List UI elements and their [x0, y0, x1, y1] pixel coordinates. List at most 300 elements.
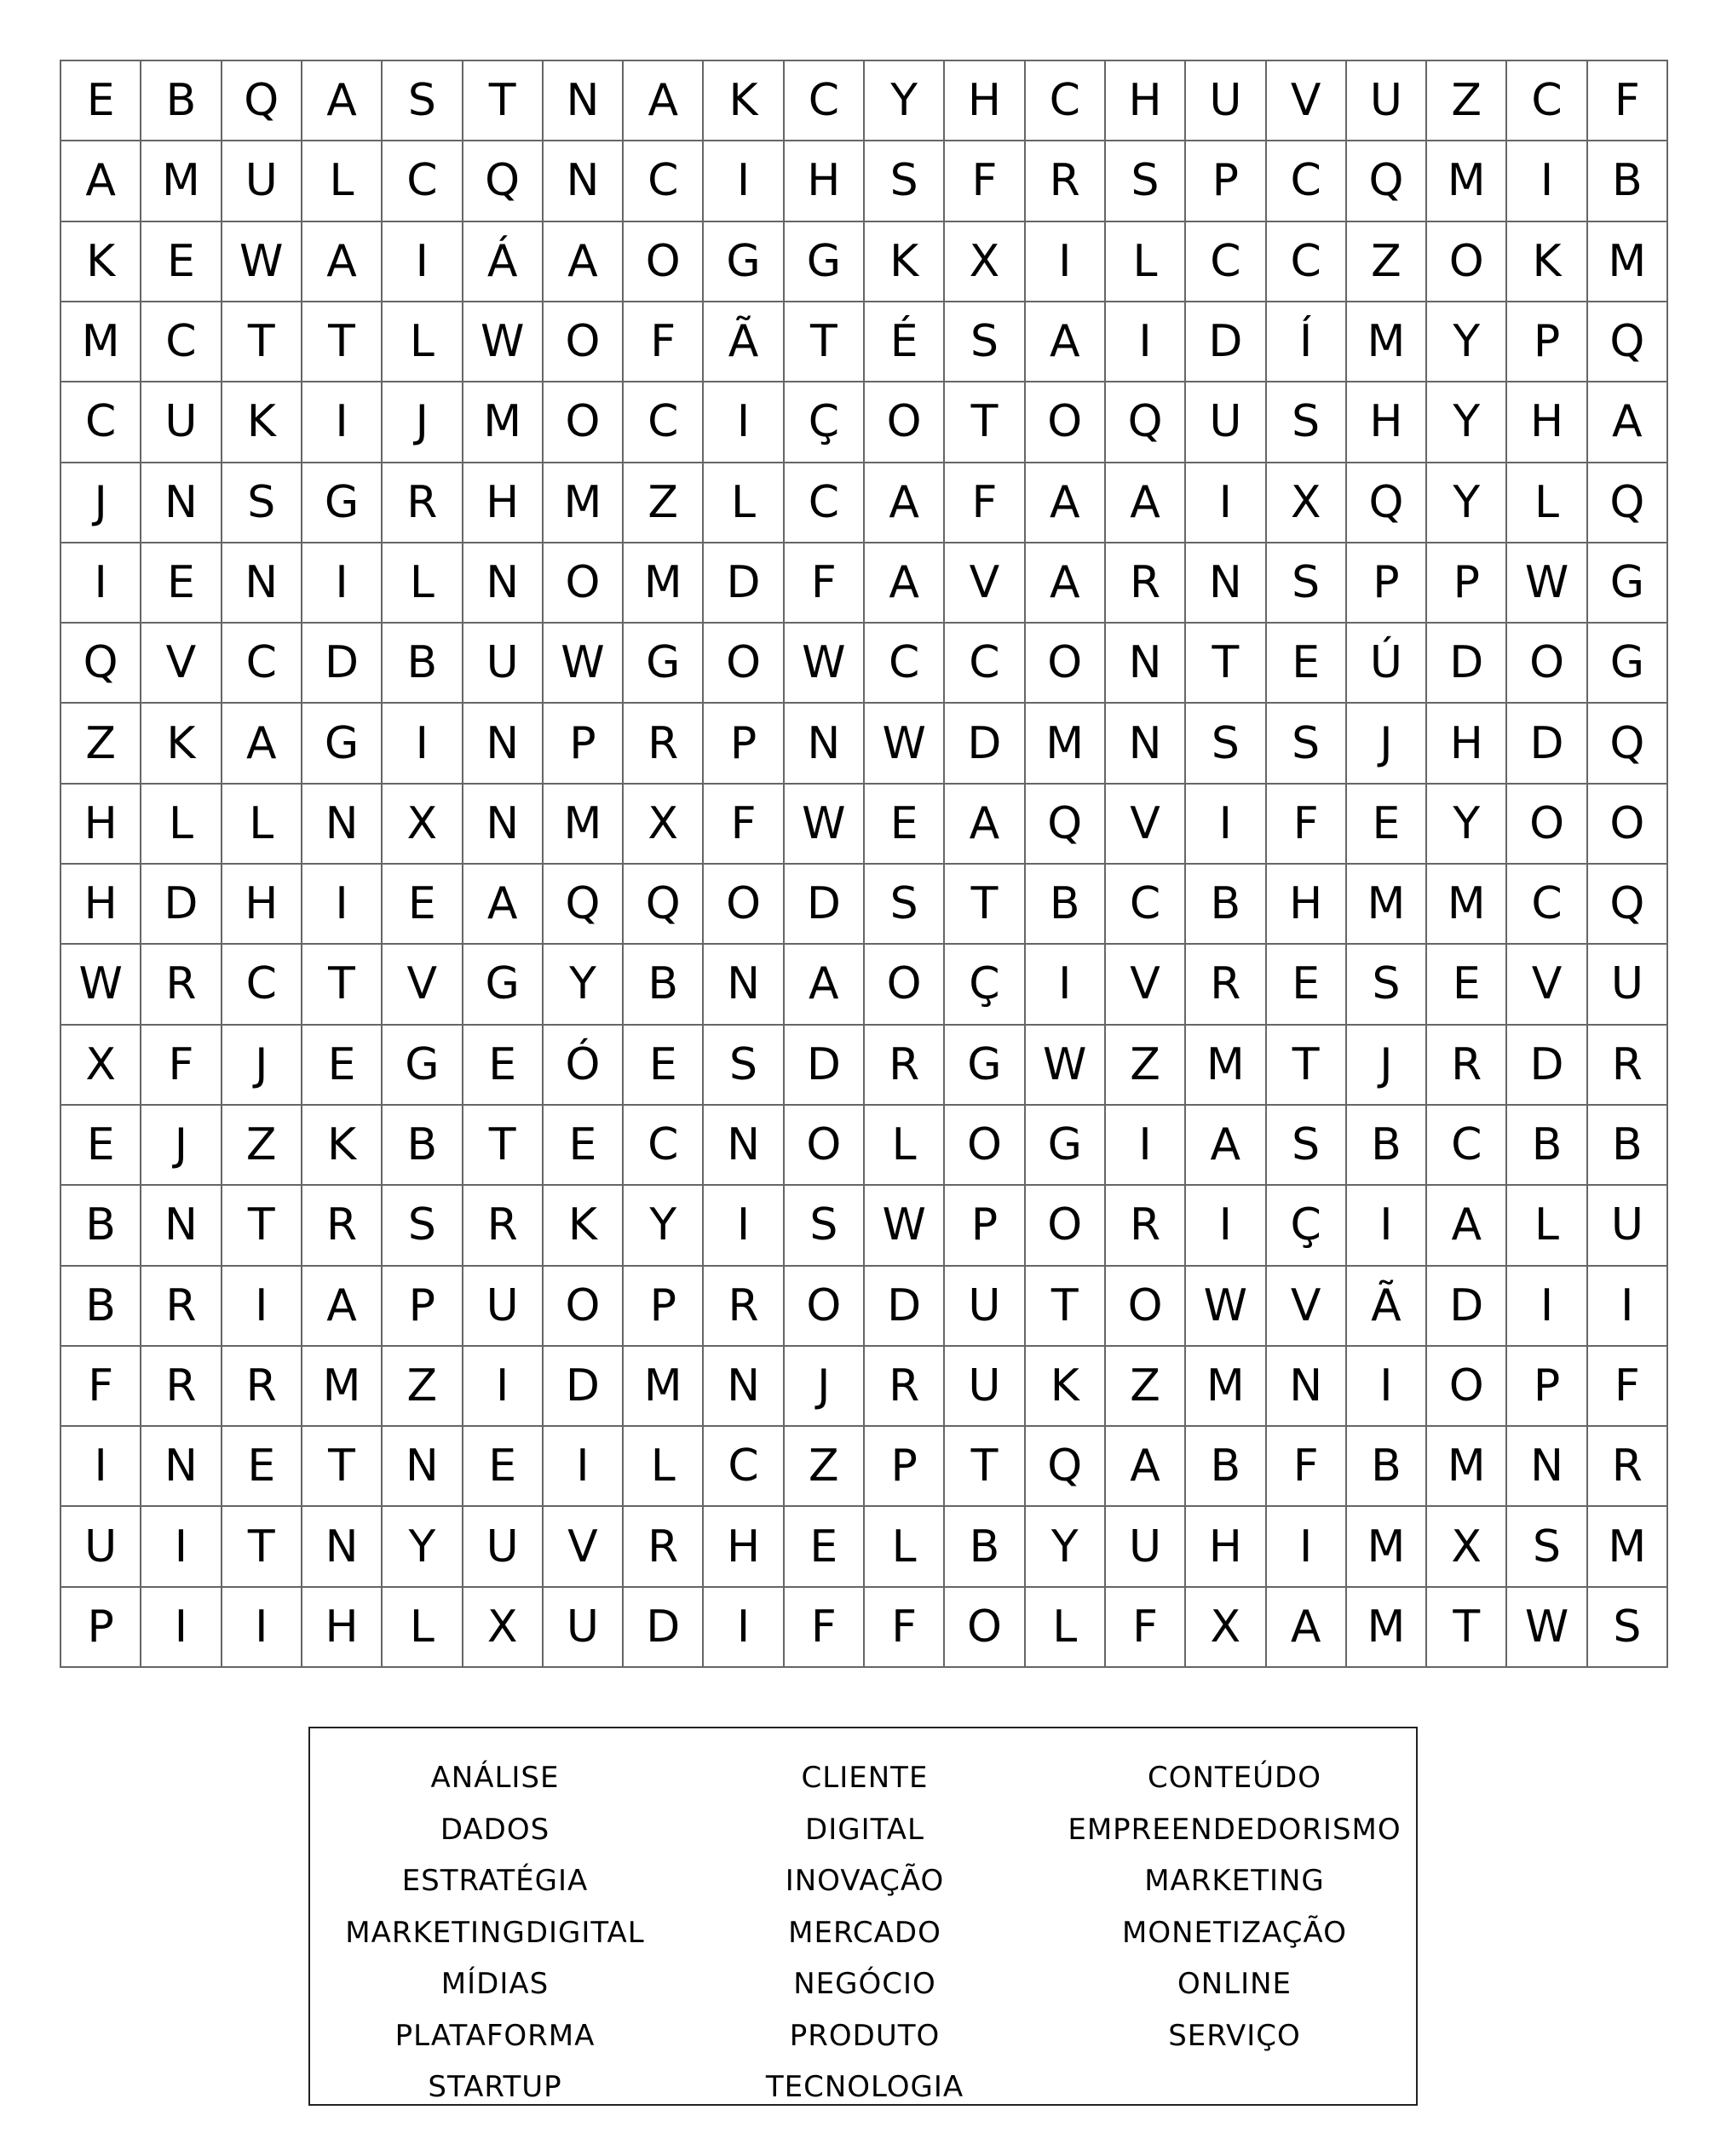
grid-cell[interactable]: K [222, 382, 302, 463]
grid-cell[interactable]: Q [544, 865, 624, 945]
grid-cell[interactable]: X [624, 785, 704, 865]
grid-cell[interactable]: H [61, 785, 141, 865]
grid-cell[interactable]: L [222, 785, 302, 865]
grid-cell[interactable]: E [61, 61, 141, 141]
grid-cell[interactable]: U [1106, 1507, 1186, 1587]
grid-cell[interactable]: F [865, 1588, 945, 1668]
grid-cell[interactable]: B [61, 1186, 141, 1266]
grid-cell[interactable]: N [1507, 1427, 1587, 1507]
grid-cell[interactable]: C [141, 302, 222, 382]
grid-cell[interactable]: N [1267, 1347, 1347, 1427]
grid-cell[interactable]: H [1106, 61, 1186, 141]
grid-cell[interactable]: T [1186, 624, 1266, 704]
grid-cell[interactable]: W [222, 222, 302, 302]
grid-cell[interactable]: A [1026, 463, 1106, 543]
grid-cell[interactable]: K [141, 704, 222, 784]
grid-cell[interactable]: Q [1106, 382, 1186, 463]
grid-cell[interactable]: W [1186, 1267, 1266, 1347]
grid-cell[interactable]: F [1588, 61, 1668, 141]
grid-cell[interactable]: Ã [1347, 1267, 1427, 1347]
grid-cell[interactable]: S [704, 1026, 784, 1106]
grid-cell[interactable]: S [1186, 704, 1266, 784]
grid-cell[interactable]: R [222, 1347, 302, 1427]
grid-cell[interactable]: S [785, 1186, 865, 1266]
grid-cell[interactable]: H [61, 865, 141, 945]
grid-cell[interactable]: M [463, 382, 544, 463]
grid-cell[interactable]: L [865, 1507, 945, 1587]
grid-cell[interactable]: O [1026, 1186, 1106, 1266]
grid-cell[interactable]: V [544, 1507, 624, 1587]
grid-cell[interactable]: A [302, 1267, 383, 1347]
grid-cell[interactable]: U [1588, 1186, 1668, 1266]
grid-cell[interactable]: O [785, 1267, 865, 1347]
grid-cell[interactable]: W [785, 785, 865, 865]
grid-cell[interactable]: U [1588, 945, 1668, 1025]
grid-cell[interactable]: K [704, 61, 784, 141]
grid-cell[interactable]: J [222, 1026, 302, 1106]
grid-cell[interactable]: E [222, 1427, 302, 1507]
grid-cell[interactable]: F [704, 785, 784, 865]
grid-cell[interactable]: N [544, 141, 624, 221]
grid-cell[interactable]: Q [1026, 785, 1106, 865]
grid-cell[interactable]: H [1347, 382, 1427, 463]
grid-cell[interactable]: P [1347, 543, 1427, 624]
grid-cell[interactable]: G [785, 222, 865, 302]
grid-cell[interactable]: F [61, 1347, 141, 1427]
grid-cell[interactable]: P [383, 1267, 463, 1347]
grid-cell[interactable]: C [865, 624, 945, 704]
grid-cell[interactable]: I [302, 382, 383, 463]
grid-cell[interactable]: S [865, 141, 945, 221]
grid-cell[interactable]: Á [463, 222, 544, 302]
grid-cell[interactable]: E [463, 1026, 544, 1106]
grid-cell[interactable]: A [1106, 1427, 1186, 1507]
grid-cell[interactable]: I [1186, 785, 1266, 865]
grid-cell[interactable]: K [1507, 222, 1587, 302]
grid-cell[interactable]: R [865, 1026, 945, 1106]
grid-cell[interactable]: D [302, 624, 383, 704]
grid-cell[interactable]: S [1267, 704, 1347, 784]
grid-cell[interactable]: O [1427, 1347, 1507, 1427]
grid-cell[interactable]: M [302, 1347, 383, 1427]
grid-cell[interactable]: J [1347, 704, 1427, 784]
grid-cell[interactable]: S [1106, 141, 1186, 221]
grid-cell[interactable]: I [1186, 463, 1266, 543]
grid-cell[interactable]: Y [1026, 1507, 1106, 1587]
grid-cell[interactable]: R [383, 463, 463, 543]
grid-cell[interactable]: V [1507, 945, 1587, 1025]
grid-cell[interactable]: T [222, 1186, 302, 1266]
grid-cell[interactable]: A [61, 141, 141, 221]
grid-cell[interactable]: T [222, 1507, 302, 1587]
grid-cell[interactable]: Y [383, 1507, 463, 1587]
grid-cell[interactable]: S [1267, 382, 1347, 463]
grid-cell[interactable]: G [463, 945, 544, 1025]
grid-cell[interactable]: R [141, 1347, 222, 1427]
grid-cell[interactable]: I [544, 1427, 624, 1507]
grid-cell[interactable]: M [1347, 1588, 1427, 1668]
grid-cell[interactable]: A [463, 865, 544, 945]
grid-cell[interactable]: R [141, 945, 222, 1025]
grid-cell[interactable]: R [1106, 543, 1186, 624]
grid-cell[interactable]: M [1347, 1507, 1427, 1587]
grid-cell[interactable]: P [61, 1588, 141, 1668]
grid-cell[interactable]: T [1026, 1267, 1106, 1347]
grid-cell[interactable]: T [302, 1427, 383, 1507]
grid-cell[interactable]: N [704, 1106, 784, 1186]
grid-cell[interactable]: N [222, 543, 302, 624]
grid-cell[interactable]: G [1588, 543, 1668, 624]
grid-cell[interactable]: W [1026, 1026, 1106, 1106]
grid-cell[interactable]: C [1507, 61, 1587, 141]
grid-cell[interactable]: N [1106, 624, 1186, 704]
grid-cell[interactable]: B [383, 1106, 463, 1186]
grid-cell[interactable]: I [302, 865, 383, 945]
grid-cell[interactable]: W [1507, 543, 1587, 624]
grid-cell[interactable]: U [463, 1507, 544, 1587]
grid-cell[interactable]: S [383, 1186, 463, 1266]
grid-cell[interactable]: A [1267, 1588, 1347, 1668]
grid-cell[interactable]: K [1026, 1347, 1106, 1427]
grid-cell[interactable]: R [704, 1267, 784, 1347]
grid-cell[interactable]: H [945, 61, 1025, 141]
grid-cell[interactable]: F [1588, 1347, 1668, 1427]
grid-cell[interactable]: Z [785, 1427, 865, 1507]
grid-cell[interactable]: X [61, 1026, 141, 1106]
grid-cell[interactable]: X [1267, 463, 1347, 543]
grid-cell[interactable]: U [1347, 61, 1427, 141]
grid-cell[interactable]: I [141, 1507, 222, 1587]
grid-cell[interactable]: B [1588, 141, 1668, 221]
grid-cell[interactable]: H [1267, 865, 1347, 945]
grid-cell[interactable]: T [945, 1427, 1025, 1507]
grid-cell[interactable]: D [1507, 1026, 1587, 1106]
grid-cell[interactable]: C [383, 141, 463, 221]
grid-cell[interactable]: B [383, 624, 463, 704]
grid-cell[interactable]: C [1186, 222, 1266, 302]
grid-cell[interactable]: I [1347, 1347, 1427, 1427]
grid-cell[interactable]: T [1427, 1588, 1507, 1668]
grid-cell[interactable]: M [141, 141, 222, 221]
grid-cell[interactable]: A [1427, 1186, 1507, 1266]
grid-cell[interactable]: Q [1588, 463, 1668, 543]
grid-cell[interactable]: O [945, 1588, 1025, 1668]
grid-cell[interactable]: Z [222, 1106, 302, 1186]
grid-cell[interactable]: K [865, 222, 945, 302]
grid-cell[interactable]: L [1507, 1186, 1587, 1266]
grid-cell[interactable]: X [463, 1588, 544, 1668]
grid-cell[interactable]: M [1427, 141, 1507, 221]
grid-cell[interactable]: P [945, 1186, 1025, 1266]
grid-cell[interactable]: Ç [785, 382, 865, 463]
grid-cell[interactable]: H [1427, 704, 1507, 784]
grid-cell[interactable]: V [1106, 945, 1186, 1025]
grid-cell[interactable]: I [61, 1427, 141, 1507]
grid-cell[interactable]: I [1507, 1267, 1587, 1347]
grid-cell[interactable]: M [1186, 1026, 1266, 1106]
grid-cell[interactable]: G [624, 624, 704, 704]
grid-cell[interactable]: I [61, 543, 141, 624]
grid-cell[interactable]: B [141, 61, 222, 141]
grid-cell[interactable]: G [945, 1026, 1025, 1106]
grid-cell[interactable]: É [865, 302, 945, 382]
grid-cell[interactable]: W [785, 624, 865, 704]
grid-cell[interactable]: R [1026, 141, 1106, 221]
grid-cell[interactable]: Z [1106, 1347, 1186, 1427]
grid-cell[interactable]: C [222, 945, 302, 1025]
grid-cell[interactable]: A [865, 543, 945, 624]
grid-cell[interactable]: N [463, 785, 544, 865]
grid-cell[interactable]: D [1427, 624, 1507, 704]
grid-cell[interactable]: W [61, 945, 141, 1025]
grid-cell[interactable]: N [141, 463, 222, 543]
grid-cell[interactable]: I [1026, 945, 1106, 1025]
grid-cell[interactable]: I [302, 543, 383, 624]
grid-cell[interactable]: J [61, 463, 141, 543]
grid-cell[interactable]: A [1588, 382, 1668, 463]
grid-cell[interactable]: G [1026, 1106, 1106, 1186]
grid-cell[interactable]: A [1106, 463, 1186, 543]
grid-cell[interactable]: D [865, 1267, 945, 1347]
grid-cell[interactable]: P [1186, 141, 1266, 221]
grid-cell[interactable]: O [544, 543, 624, 624]
grid-cell[interactable]: Q [61, 624, 141, 704]
grid-cell[interactable]: E [865, 785, 945, 865]
grid-cell[interactable]: M [1347, 302, 1427, 382]
grid-cell[interactable]: S [865, 865, 945, 945]
grid-cell[interactable]: I [704, 141, 784, 221]
grid-cell[interactable]: F [785, 543, 865, 624]
grid-cell[interactable]: W [865, 704, 945, 784]
grid-cell[interactable]: A [1186, 1106, 1266, 1186]
grid-cell[interactable]: C [1267, 141, 1347, 221]
grid-cell[interactable]: X [1427, 1507, 1507, 1587]
grid-cell[interactable]: O [1507, 624, 1587, 704]
grid-cell[interactable]: B [945, 1507, 1025, 1587]
grid-cell[interactable]: B [1347, 1106, 1427, 1186]
grid-cell[interactable]: D [1427, 1267, 1507, 1347]
grid-cell[interactable]: D [945, 704, 1025, 784]
grid-cell[interactable]: H [1507, 382, 1587, 463]
grid-cell[interactable]: O [945, 1106, 1025, 1186]
grid-cell[interactable]: T [945, 865, 1025, 945]
grid-cell[interactable]: O [544, 1267, 624, 1347]
grid-cell[interactable]: O [544, 382, 624, 463]
grid-cell[interactable]: A [1026, 543, 1106, 624]
grid-cell[interactable]: C [61, 382, 141, 463]
grid-cell[interactable]: I [463, 1347, 544, 1427]
grid-cell[interactable]: O [704, 865, 784, 945]
grid-cell[interactable]: Q [1347, 463, 1427, 543]
grid-cell[interactable]: M [1347, 865, 1427, 945]
grid-cell[interactable]: T [463, 61, 544, 141]
grid-cell[interactable]: S [1267, 543, 1347, 624]
grid-cell[interactable]: Z [1106, 1026, 1186, 1106]
grid-cell[interactable]: R [1106, 1186, 1186, 1266]
grid-cell[interactable]: H [1186, 1507, 1266, 1587]
grid-cell[interactable]: E [1267, 945, 1347, 1025]
grid-cell[interactable]: Í [1267, 302, 1347, 382]
grid-cell[interactable]: R [302, 1186, 383, 1266]
grid-cell[interactable]: B [1026, 865, 1106, 945]
grid-cell[interactable]: I [704, 1186, 784, 1266]
grid-cell[interactable]: W [544, 624, 624, 704]
grid-cell[interactable]: U [463, 1267, 544, 1347]
grid-cell[interactable]: Q [222, 61, 302, 141]
grid-cell[interactable]: E [624, 1026, 704, 1106]
grid-cell[interactable]: P [704, 704, 784, 784]
grid-cell[interactable]: Ã [704, 302, 784, 382]
grid-cell[interactable]: I [383, 704, 463, 784]
grid-cell[interactable]: R [865, 1347, 945, 1427]
grid-cell[interactable]: L [624, 1427, 704, 1507]
grid-cell[interactable]: Y [1427, 382, 1507, 463]
grid-cell[interactable]: H [463, 463, 544, 543]
grid-cell[interactable]: F [1267, 1427, 1347, 1507]
grid-cell[interactable]: C [1267, 222, 1347, 302]
grid-cell[interactable]: D [544, 1347, 624, 1427]
grid-cell[interactable]: H [704, 1507, 784, 1587]
grid-cell[interactable]: V [1267, 61, 1347, 141]
grid-cell[interactable]: A [302, 222, 383, 302]
grid-cell[interactable]: Ç [945, 945, 1025, 1025]
grid-cell[interactable]: N [1186, 543, 1266, 624]
grid-cell[interactable]: E [1427, 945, 1507, 1025]
grid-cell[interactable]: X [945, 222, 1025, 302]
grid-cell[interactable]: D [704, 543, 784, 624]
grid-cell[interactable]: U [61, 1507, 141, 1587]
grid-cell[interactable]: Y [624, 1186, 704, 1266]
grid-cell[interactable]: L [1026, 1588, 1106, 1668]
grid-cell[interactable]: D [141, 865, 222, 945]
grid-cell[interactable]: X [383, 785, 463, 865]
grid-cell[interactable]: M [544, 785, 624, 865]
grid-cell[interactable]: X [1186, 1588, 1266, 1668]
grid-cell[interactable]: O [544, 302, 624, 382]
grid-cell[interactable]: I [383, 222, 463, 302]
grid-cell[interactable]: Q [1347, 141, 1427, 221]
grid-cell[interactable]: M [1588, 222, 1668, 302]
grid-cell[interactable]: M [624, 543, 704, 624]
grid-cell[interactable]: E [383, 865, 463, 945]
grid-cell[interactable]: O [704, 624, 784, 704]
grid-cell[interactable]: A [945, 785, 1025, 865]
grid-cell[interactable]: C [785, 61, 865, 141]
grid-cell[interactable]: C [1507, 865, 1587, 945]
grid-cell[interactable]: T [785, 302, 865, 382]
grid-cell[interactable]: U [544, 1588, 624, 1668]
grid-cell[interactable]: Z [1347, 222, 1427, 302]
grid-cell[interactable]: E [141, 222, 222, 302]
grid-cell[interactable]: Ú [1347, 624, 1427, 704]
grid-cell[interactable]: W [463, 302, 544, 382]
grid-cell[interactable]: P [544, 704, 624, 784]
grid-cell[interactable]: H [222, 865, 302, 945]
grid-cell[interactable]: R [1186, 945, 1266, 1025]
grid-cell[interactable]: U [945, 1347, 1025, 1427]
grid-cell[interactable]: N [704, 945, 784, 1025]
grid-cell[interactable]: B [61, 1267, 141, 1347]
grid-cell[interactable]: G [302, 463, 383, 543]
grid-cell[interactable]: K [544, 1186, 624, 1266]
grid-cell[interactable]: I [1267, 1507, 1347, 1587]
grid-cell[interactable]: N [302, 785, 383, 865]
grid-cell[interactable]: R [1588, 1026, 1668, 1106]
grid-cell[interactable]: S [1507, 1507, 1587, 1587]
grid-cell[interactable]: Ç [1267, 1186, 1347, 1266]
grid-cell[interactable]: T [302, 302, 383, 382]
grid-cell[interactable]: N [383, 1427, 463, 1507]
grid-cell[interactable]: C [1427, 1106, 1507, 1186]
grid-cell[interactable]: U [1186, 61, 1266, 141]
grid-cell[interactable]: T [222, 302, 302, 382]
grid-cell[interactable]: L [141, 785, 222, 865]
grid-cell[interactable]: V [1267, 1267, 1347, 1347]
grid-cell[interactable]: P [865, 1427, 945, 1507]
grid-cell[interactable]: M [624, 1347, 704, 1427]
grid-cell[interactable]: E [463, 1427, 544, 1507]
grid-cell[interactable]: D [624, 1588, 704, 1668]
grid-cell[interactable]: M [544, 463, 624, 543]
grid-cell[interactable]: A [544, 222, 624, 302]
grid-cell[interactable]: P [1507, 1347, 1587, 1427]
grid-cell[interactable]: Z [383, 1347, 463, 1427]
grid-cell[interactable]: I [141, 1588, 222, 1668]
grid-cell[interactable]: L [383, 1588, 463, 1668]
grid-cell[interactable]: U [141, 382, 222, 463]
grid-cell[interactable]: A [865, 463, 945, 543]
grid-cell[interactable]: G [302, 704, 383, 784]
grid-cell[interactable]: U [222, 141, 302, 221]
grid-cell[interactable]: F [785, 1588, 865, 1668]
grid-cell[interactable]: R [1427, 1026, 1507, 1106]
grid-cell[interactable]: V [383, 945, 463, 1025]
grid-cell[interactable]: C [1106, 865, 1186, 945]
grid-cell[interactable]: V [141, 624, 222, 704]
grid-cell[interactable]: H [785, 141, 865, 221]
grid-cell[interactable]: O [624, 222, 704, 302]
grid-cell[interactable]: M [1588, 1507, 1668, 1587]
grid-cell[interactable]: A [1026, 302, 1106, 382]
grid-cell[interactable]: T [1267, 1026, 1347, 1106]
grid-cell[interactable]: M [1026, 704, 1106, 784]
grid-cell[interactable]: F [1267, 785, 1347, 865]
grid-cell[interactable]: F [945, 463, 1025, 543]
grid-cell[interactable]: F [1106, 1588, 1186, 1668]
grid-cell[interactable]: J [1347, 1026, 1427, 1106]
grid-cell[interactable]: Z [1427, 61, 1507, 141]
grid-cell[interactable]: I [1507, 141, 1587, 221]
grid-cell[interactable]: Y [865, 61, 945, 141]
grid-cell[interactable]: E [302, 1026, 383, 1106]
grid-cell[interactable]: C [704, 1427, 784, 1507]
grid-cell[interactable]: F [945, 141, 1025, 221]
grid-cell[interactable]: F [624, 302, 704, 382]
grid-cell[interactable]: Ó [544, 1026, 624, 1106]
grid-cell[interactable]: I [1186, 1186, 1266, 1266]
grid-cell[interactable]: P [1427, 543, 1507, 624]
grid-cell[interactable]: I [1026, 222, 1106, 302]
grid-cell[interactable]: O [785, 1106, 865, 1186]
grid-cell[interactable]: Y [1427, 302, 1507, 382]
grid-cell[interactable]: C [624, 382, 704, 463]
grid-cell[interactable]: B [1186, 865, 1266, 945]
grid-cell[interactable]: O [1427, 222, 1507, 302]
grid-cell[interactable]: I [704, 1588, 784, 1668]
grid-cell[interactable]: U [463, 624, 544, 704]
grid-cell[interactable]: M [1427, 1427, 1507, 1507]
grid-cell[interactable]: B [1347, 1427, 1427, 1507]
